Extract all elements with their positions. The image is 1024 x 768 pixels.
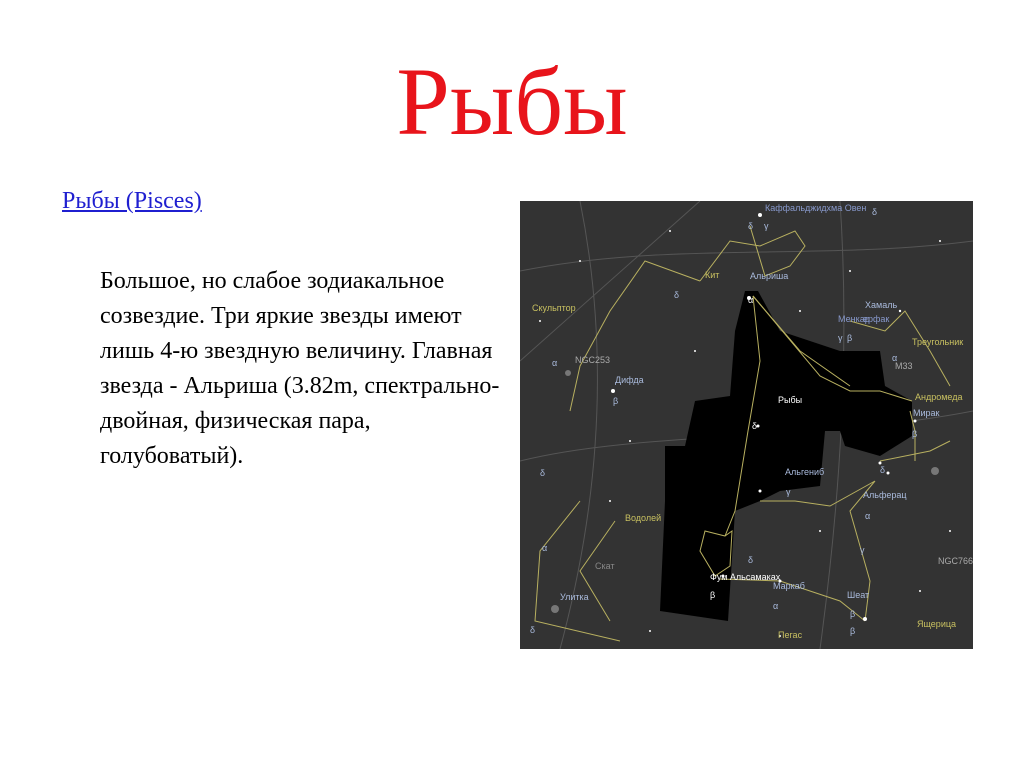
label-yascheritsa: Ящерица xyxy=(917,619,957,629)
label-skulptor: Скульптор xyxy=(532,303,576,313)
pisces-link[interactable]: Рыбы (Pisces) xyxy=(62,188,202,214)
label-m33: M33 xyxy=(895,361,913,371)
svg-text:δ: δ xyxy=(748,555,754,565)
svg-text:γ: γ xyxy=(786,487,791,497)
svg-text:β: β xyxy=(847,333,853,343)
svg-text:γ: γ xyxy=(838,333,843,343)
label-fum-alsamakah: Фум Альсамаках xyxy=(710,572,781,582)
star-chart-image xyxy=(520,201,973,649)
label-ngc253: NGC253 xyxy=(575,355,611,365)
svg-text:δ: δ xyxy=(530,625,536,635)
svg-text:δ: δ xyxy=(674,290,680,300)
svg-text:β: β xyxy=(912,429,918,439)
svg-text:α: α xyxy=(773,601,779,611)
pisces-region xyxy=(660,291,912,621)
label-algenib: Альгениб xyxy=(785,467,825,477)
label-skat: Скат xyxy=(595,561,615,571)
label-hamal: Хамаль xyxy=(865,300,898,310)
label-ngc7662: NGC766 xyxy=(938,556,973,566)
svg-text:α: α xyxy=(892,353,898,363)
label-sheat: Шеат xyxy=(847,590,870,600)
svg-text:δ: δ xyxy=(752,421,758,431)
label-alferats: Альферац xyxy=(863,490,907,500)
label-difda: Дифда xyxy=(615,375,644,385)
svg-text:δ: δ xyxy=(540,468,546,478)
svg-text:β: β xyxy=(613,396,619,406)
label-treugolnik: Треугольник xyxy=(912,337,964,347)
description-text: Большое, но слабое зодиакальное созвездие. Три яркие звезды имеют лишь 4-ю звездную величину. Главная звезда - Альриша (3.82m, спектрально-двойная, физическая пара, голубоватый). xyxy=(100,268,500,469)
label-mirak: Мирак xyxy=(913,408,940,418)
label-vodoley: Водолей xyxy=(625,513,662,523)
svg-text:δ: δ xyxy=(880,465,886,475)
svg-text:δ: δ xyxy=(872,207,878,217)
label-andromeda: Андромеда xyxy=(915,392,963,402)
slide-title: Рыбы xyxy=(396,48,628,155)
svg-text:α: α xyxy=(865,511,871,521)
svg-text:δ: δ xyxy=(748,221,754,231)
label-pegas: Пегас xyxy=(778,630,803,640)
svg-text:γ: γ xyxy=(860,545,865,555)
label-ryby: Рыбы xyxy=(778,395,803,405)
label-mirfak: ерфак xyxy=(863,314,890,324)
star-chart-svg xyxy=(520,201,973,649)
label-menkar: Менкар xyxy=(838,314,870,324)
svg-text:β: β xyxy=(850,609,856,619)
label-alrisha: Альриша xyxy=(750,271,789,281)
svg-text:α: α xyxy=(552,358,558,368)
label-kaffaljidhma: Каффальджидхма Овен xyxy=(765,203,867,213)
label-kit: Кит xyxy=(705,270,720,280)
svg-text:α: α xyxy=(748,295,754,305)
svg-text:α: α xyxy=(542,543,548,553)
svg-text:γ: γ xyxy=(764,221,769,231)
svg-text:β: β xyxy=(850,626,856,636)
svg-text:β: β xyxy=(710,590,716,600)
label-markab: Маркаб xyxy=(773,581,805,591)
label-ulitka: Улитка xyxy=(560,592,589,602)
